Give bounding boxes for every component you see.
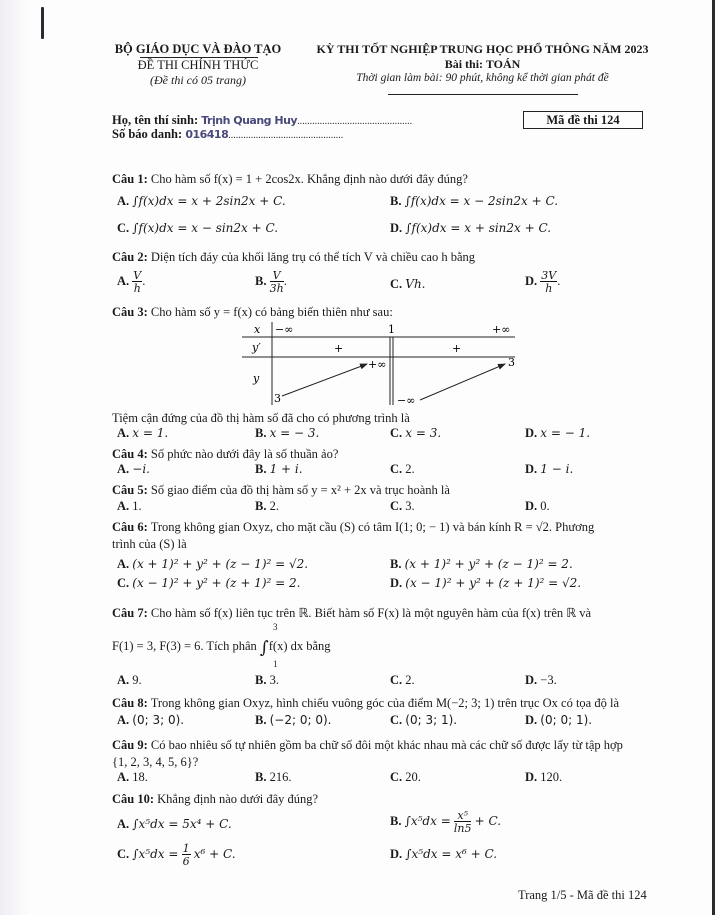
question-text: Khẳng định nào dưới đây đúng? bbox=[157, 792, 319, 806]
option-4c[interactable]: C. 2. bbox=[390, 462, 415, 476]
option-6c[interactable]: C. (x − 1)² + y² + (z + 1)² = 2. bbox=[117, 576, 301, 590]
option-1a[interactable]: A. ∫f(x)dx = x + 2sin2x + C. bbox=[117, 194, 286, 208]
question-7 bbox=[112, 605, 591, 621]
option-7d[interactable]: D. −3. bbox=[525, 673, 557, 687]
option-2d[interactable]: D. $\frac{3V}{h}$ . bbox=[525, 269, 561, 295]
option-5c[interactable]: C. 3. bbox=[390, 499, 415, 513]
y-label: y bbox=[253, 372, 260, 385]
integral-upper-bound: 3 bbox=[273, 622, 278, 632]
question-label: Câu 3: bbox=[112, 305, 148, 319]
question-label: Câu 1: bbox=[112, 172, 148, 186]
pages-note: (Đề thi có 05 trang) bbox=[150, 73, 246, 87]
option-6d[interactable]: D. (x − 1)² + y² + (z + 1)² = √2. bbox=[390, 576, 582, 590]
x-label: x bbox=[254, 323, 261, 336]
option-1b[interactable]: B. ∫f(x)dx = x − 2sin2x + C. bbox=[390, 194, 559, 208]
question-9-line2: {1, 2, 3, 4, 5, 6}? bbox=[112, 755, 199, 769]
option-4d[interactable]: D. 1 − i. bbox=[525, 462, 574, 476]
option-10c[interactable]: C. ∫x⁵dx = $\frac{1}{6}$ x⁶ + C. bbox=[117, 842, 236, 868]
question-label: Câu 7: bbox=[112, 606, 148, 620]
x-value-minus-inf: −∞ bbox=[275, 323, 294, 336]
question-text: Số giao điểm của đồ thị hàm số y = x² + 2x và trục hoành là bbox=[150, 483, 450, 497]
question-2 bbox=[112, 250, 475, 265]
option-3b[interactable]: B. x = − 3. bbox=[255, 426, 320, 440]
page-footer: Trang 1/5 - Mã đề thi 124 bbox=[518, 888, 647, 902]
option-10b[interactable]: B. ∫x⁵dx = $\frac{\text{x⁵}}{\ln 5}$ + C. bbox=[390, 809, 502, 835]
x-value-plus-inf: +∞ bbox=[492, 323, 511, 336]
question-text: Cho hàm số f(x) = 1 + 2cos2x. Khẳng định nào dưới đây đúng? bbox=[150, 172, 468, 186]
subject: Bài thi: TOÁN bbox=[444, 57, 521, 71]
variation-table bbox=[240, 320, 530, 410]
option-1d[interactable]: D. ∫f(x)dx = x + sin2x + C. bbox=[390, 221, 552, 235]
question-label: Câu 4: bbox=[112, 447, 148, 461]
question-label: Câu 9: bbox=[112, 738, 148, 752]
y-right-start: −∞ bbox=[397, 394, 416, 407]
option-3d[interactable]: D. x = − 1. bbox=[525, 426, 591, 440]
y-left-start: 3 bbox=[274, 392, 281, 405]
id-value[interactable]: 016418 bbox=[185, 128, 229, 141]
question-4 bbox=[112, 447, 338, 462]
question-text: F(1) = 3, F(3) = 6. Tích phân bbox=[112, 639, 257, 653]
arrow-increase-left bbox=[282, 364, 367, 396]
option-4a[interactable]: A. −i. bbox=[117, 462, 150, 476]
option-8b[interactable]: B. (−2; 0; 0). bbox=[255, 713, 332, 727]
question-6-line2: trình của (S) là bbox=[112, 537, 187, 551]
option-2a[interactable]: A. $\frac{V}{h}$ . bbox=[117, 269, 146, 295]
name-dots: .............................................. bbox=[297, 116, 413, 127]
exam-code-box: Mã đề thi 124 bbox=[523, 111, 643, 129]
question-label: Câu 8: bbox=[112, 696, 148, 710]
option-5d[interactable]: D. 0. bbox=[525, 499, 550, 513]
option-10d[interactable]: D. ∫x⁵dx = x⁶ + C. bbox=[390, 847, 498, 861]
option-4b[interactable]: B. 1 + i. bbox=[255, 462, 303, 476]
id-dots: .............................................. bbox=[228, 130, 344, 141]
x-value-1: 1 bbox=[388, 323, 395, 336]
option-6a[interactable]: A. (x + 1)² + y² + (z − 1)² = √2. bbox=[117, 557, 309, 571]
question-label: Câu 2: bbox=[112, 250, 148, 264]
scan-shadow bbox=[0, 0, 30, 915]
y-left-end: +∞ bbox=[368, 358, 387, 371]
ministry-name: BỘ GIÁO DỤC VÀ ĐÀO TẠO bbox=[114, 42, 282, 56]
id-label: Số báo danh: bbox=[112, 127, 183, 141]
option-5b[interactable]: B. 2. bbox=[255, 499, 279, 513]
question-5 bbox=[112, 483, 450, 498]
question-10 bbox=[112, 792, 318, 807]
question-text: f(x) dx bằng bbox=[268, 639, 331, 653]
official-label: ĐỀ THI CHÍNH THỨC bbox=[137, 58, 259, 72]
option-6b[interactable]: B. (x + 1)² + y² + (z − 1)² = 2. bbox=[390, 557, 573, 571]
yprime-label: y′ bbox=[252, 341, 261, 354]
question-text: Trong không gian Oxyz, cho mặt cầu (S) có tâm I(1; 0; − 1) và bán kính R = √2. Phương bbox=[150, 520, 595, 534]
option-9b[interactable]: B. 216. bbox=[255, 770, 292, 784]
option-7b[interactable]: B. 3. bbox=[255, 673, 279, 687]
option-9d[interactable]: D. 120. bbox=[525, 770, 563, 784]
question-label: Câu 6: bbox=[112, 520, 148, 534]
sign-right: + bbox=[452, 342, 462, 355]
option-5a[interactable]: A. 1. bbox=[117, 499, 142, 513]
exam-title: KỲ THI TỐT NGHIỆP TRUNG HỌC PHỔ THÔNG NĂM 2023 bbox=[316, 42, 649, 56]
integral-sign: ∫ bbox=[259, 638, 269, 658]
option-8a[interactable]: A. (0; 3; 0). bbox=[117, 713, 185, 727]
question-text: Diện tích đáy của khối lăng trụ có thể tích V và chiều cao h bằng bbox=[150, 250, 475, 264]
option-1c[interactable]: C. ∫f(x)dx = x − sin2x + C. bbox=[117, 221, 279, 235]
pen-mark bbox=[41, 7, 44, 39]
arrow-increase-right bbox=[420, 364, 505, 400]
option-2b[interactable]: B. $\frac{V}{3h}$ . bbox=[255, 269, 287, 295]
question-label: Câu 10: bbox=[112, 792, 155, 806]
option-2c[interactable]: C. Vh. bbox=[390, 277, 426, 291]
option-9c[interactable]: C. 20. bbox=[390, 770, 421, 784]
question-8 bbox=[112, 696, 619, 711]
option-7c[interactable]: C. 2. bbox=[390, 673, 415, 687]
question-7-line2 bbox=[112, 638, 331, 658]
time-note: Thời gian làm bài: 90 phút, không kể thời gian phát đề bbox=[356, 72, 609, 84]
option-7a[interactable]: A. 9. bbox=[117, 673, 142, 687]
question-text: Cho hàm số y = f(x) có bảng biến thiên như sau: bbox=[150, 305, 393, 319]
name-value[interactable]: Trịnh Quang Huy bbox=[201, 114, 298, 127]
question-3-followup: Tiệm cận đứng của đồ thị hàm số đã cho có phương trình là bbox=[112, 411, 410, 425]
question-text: Cho hàm số f(x) liên tục trên ℝ. Biết hàm số F(x) là một nguyên hàm của f(x) trên ℝ và bbox=[150, 606, 592, 620]
option-3a[interactable]: A. x = 1. bbox=[117, 426, 169, 440]
question-label: Câu 5: bbox=[112, 483, 148, 497]
option-8c[interactable]: C. (0; 3; 1). bbox=[390, 713, 458, 727]
question-1 bbox=[112, 172, 468, 187]
sign-left: + bbox=[334, 342, 344, 355]
y-right-end: 3 bbox=[508, 356, 515, 369]
option-8d[interactable]: D. (0; 0; 1). bbox=[525, 713, 593, 727]
question-9 bbox=[112, 738, 623, 753]
integral-lower-bound: 1 bbox=[273, 659, 278, 669]
title-underline bbox=[388, 94, 578, 95]
question-text: Trong không gian Oxyz, hình chiếu vuông góc của điểm M(−2; 3; 1) trên trục Ox có tọa độ là bbox=[150, 696, 619, 710]
option-10a[interactable]: A. ∫x⁵dx = 5x⁴ + C. bbox=[117, 817, 232, 831]
question-text: Số phức nào dưới đây là số thuần ảo? bbox=[150, 447, 339, 461]
question-3 bbox=[112, 305, 393, 320]
name-label: Họ, tên thí sinh: bbox=[112, 113, 199, 127]
candidate-id-row bbox=[112, 127, 343, 142]
question-text: Có bao nhiêu số tự nhiên gồm ba chữ số đôi một khác nhau mà các chữ số được lấy từ tập hợp bbox=[150, 738, 623, 752]
question-6 bbox=[112, 520, 594, 535]
candidate-name-row bbox=[112, 113, 412, 128]
option-9a[interactable]: A. 18. bbox=[117, 770, 148, 784]
header-underline bbox=[140, 57, 258, 58]
option-3c[interactable]: C. x = 3. bbox=[390, 426, 442, 440]
